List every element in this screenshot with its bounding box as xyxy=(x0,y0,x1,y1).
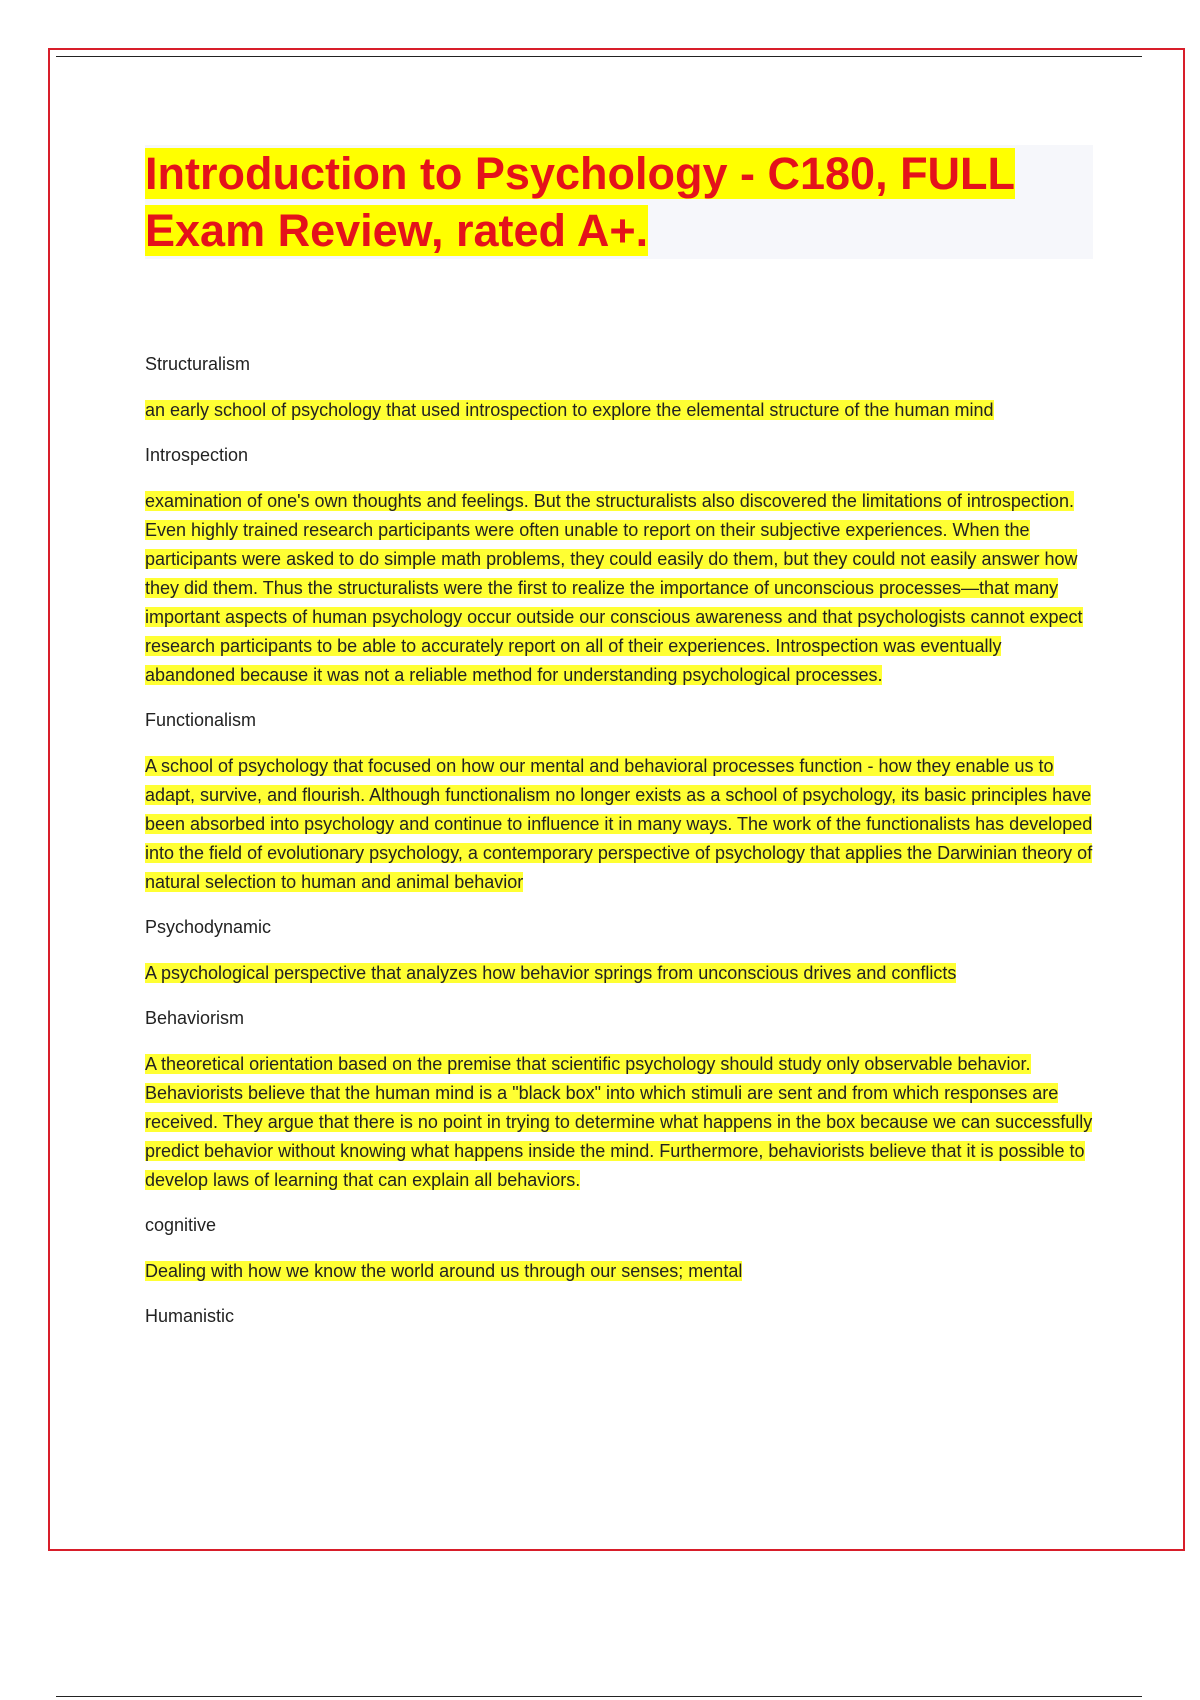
document-content xyxy=(145,145,1095,1348)
definition-functionalism xyxy=(145,752,1095,897)
definition-text: an early school of psychology that used introspection to explore the elemental structure of the human mind xyxy=(145,400,994,420)
definition-cognitive xyxy=(145,1257,1095,1286)
term-psychodynamic: Psychodynamic xyxy=(145,917,272,937)
document-title-text: Introduction to Psychology - C180, FULL Exam Review, rated A+. xyxy=(145,148,1016,256)
term-introspection: Introspection xyxy=(145,445,249,465)
definition-text: A school of psychology that focused on how our mental and behavioral processes function - how they enable us to adapt, survive, and flourish. Although functionalism no longer exists as a school of psychology, its basic principles have been absorbed into psychology and continue to influence it in many ways. The work of the functionalists has developed into the field of evolutionary psychology, a contemporary perspective of psychology that applies the Darwinian theory of natural selection to human and animal behavior xyxy=(145,756,1093,892)
term-behaviorism: Behaviorism xyxy=(145,1008,245,1028)
definition-text: A theoretical orientation based on the premise that scientific psychology should study only observable behavior. Behaviorists believe that the human mind is a "black box" into which stimuli are sent and from which responses are received. They argue that there is no point in trying to determine what happens in the box because we can successfully predict behavior without knowing what happens inside the mind. Furthermore, behaviorists believe that it is possible to develop laws of learning that can explain all behaviors. xyxy=(145,1054,1093,1190)
definition-text: Dealing with how we know the world around us through our senses; mental xyxy=(145,1261,743,1281)
term-humanistic: Humanistic xyxy=(145,1306,235,1326)
term-functionalism: Functionalism xyxy=(145,710,257,730)
document-title xyxy=(145,145,1093,259)
definition-behaviorism xyxy=(145,1050,1095,1195)
definition-introspection xyxy=(145,487,1095,690)
term-cognitive: cognitive xyxy=(145,1215,217,1235)
bottom-rule xyxy=(56,1696,1142,1697)
term-structuralism: Structuralism xyxy=(145,354,251,374)
definition-psychodynamic xyxy=(145,959,1095,988)
definition-text: examination of one's own thoughts and feelings. But the structuralists also discovered the limitations of introspection. Even highly trained research participants were often unable to report on their subjective experiences. When the participants were asked to do simple math problems, they could easily do them, but they could not easily answer how they did them. Thus the structuralists were the first to realize the importance of unconscious processes—that many important aspects of human psychology occur outside our conscious awareness and that psychologists cannot expect research participants to be able to accurately report on all of their experiences. Introspection was eventually abandoned because it was not a reliable method for understanding psychological processes. xyxy=(145,491,1083,685)
definition-structuralism xyxy=(145,396,1095,425)
definition-text: A psychological perspective that analyzes how behavior springs from unconscious drives and conflicts xyxy=(145,963,957,983)
title-block xyxy=(145,145,1093,259)
